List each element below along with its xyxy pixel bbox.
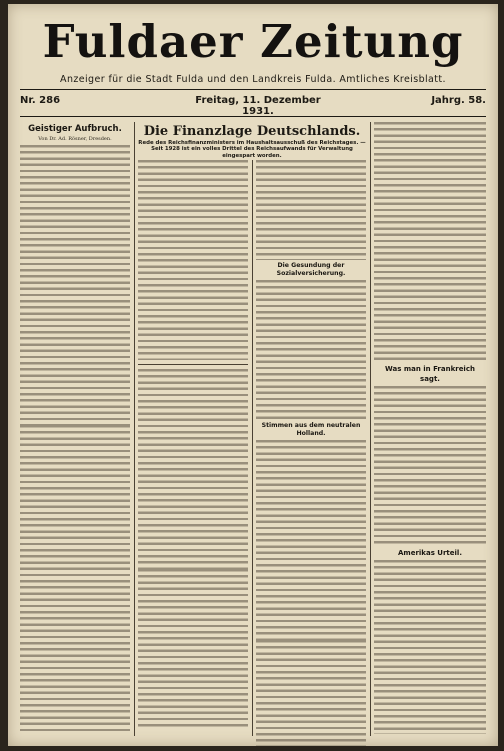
column-right — [374, 122, 486, 734]
article-body-text — [256, 160, 366, 260]
info-bar-rule — [20, 116, 486, 117]
section-title-frankreich: Was man in Frankreich sagt. — [385, 365, 475, 383]
column-divider — [134, 122, 135, 736]
masthead-title: Fuldaer Zeitung — [42, 15, 464, 68]
masthead-subtitle: Anzeiger für die Stadt Fulda und den Landkreis Fulda. Amtliches Kreisblatt. — [60, 74, 446, 85]
column-left — [20, 122, 130, 734]
article-body-text — [138, 569, 248, 729]
section-title-holland: Stimmen aus dem neutralen Holland. — [261, 422, 361, 437]
newspaper-page — [8, 4, 498, 746]
column-divider — [252, 160, 253, 736]
issue-info-bar — [20, 92, 486, 117]
article-body-text — [256, 640, 366, 746]
article-body-text — [20, 145, 130, 425]
article-title-left: Geistiger Aufbruch. — [28, 124, 122, 134]
column-mid-1 — [138, 160, 248, 746]
issue-date: Freitag, 11. Dezember 1931. — [195, 95, 321, 117]
section-divider — [138, 364, 248, 365]
column-mid-2 — [256, 160, 366, 746]
article-byline-left: Von Dr. Ad. Rösner, Dresden. — [38, 136, 112, 142]
section-title-amerika: Amerikas Urteil. — [398, 549, 462, 557]
article-body-text — [374, 122, 486, 362]
issue-year: Jahrg. 58. — [431, 95, 486, 106]
article-body-text — [20, 425, 130, 734]
lead-headline: Die Finanzlage Deutschlands. — [143, 124, 361, 139]
article-body-text — [256, 440, 366, 640]
column-divider — [370, 122, 371, 736]
article-body-text — [374, 386, 486, 546]
issue-number: Nr. 286 — [20, 95, 61, 106]
article-body-text — [138, 160, 248, 360]
article-body-text — [374, 560, 486, 734]
lead-subheadline: Rede des Reichsfinanzministers im Haushaltsausschuß des Reichstages. — Seit 1928 ist ein volles Drittel des Reichsaufwands für Verwaltung eingespart worden. — [138, 140, 366, 159]
article-body-text — [138, 369, 248, 569]
article-body-text — [256, 280, 366, 420]
section-title-sozialversicherung: Die Gesundung der Sozialversicherung. — [276, 262, 346, 277]
top-rule — [20, 89, 486, 90]
